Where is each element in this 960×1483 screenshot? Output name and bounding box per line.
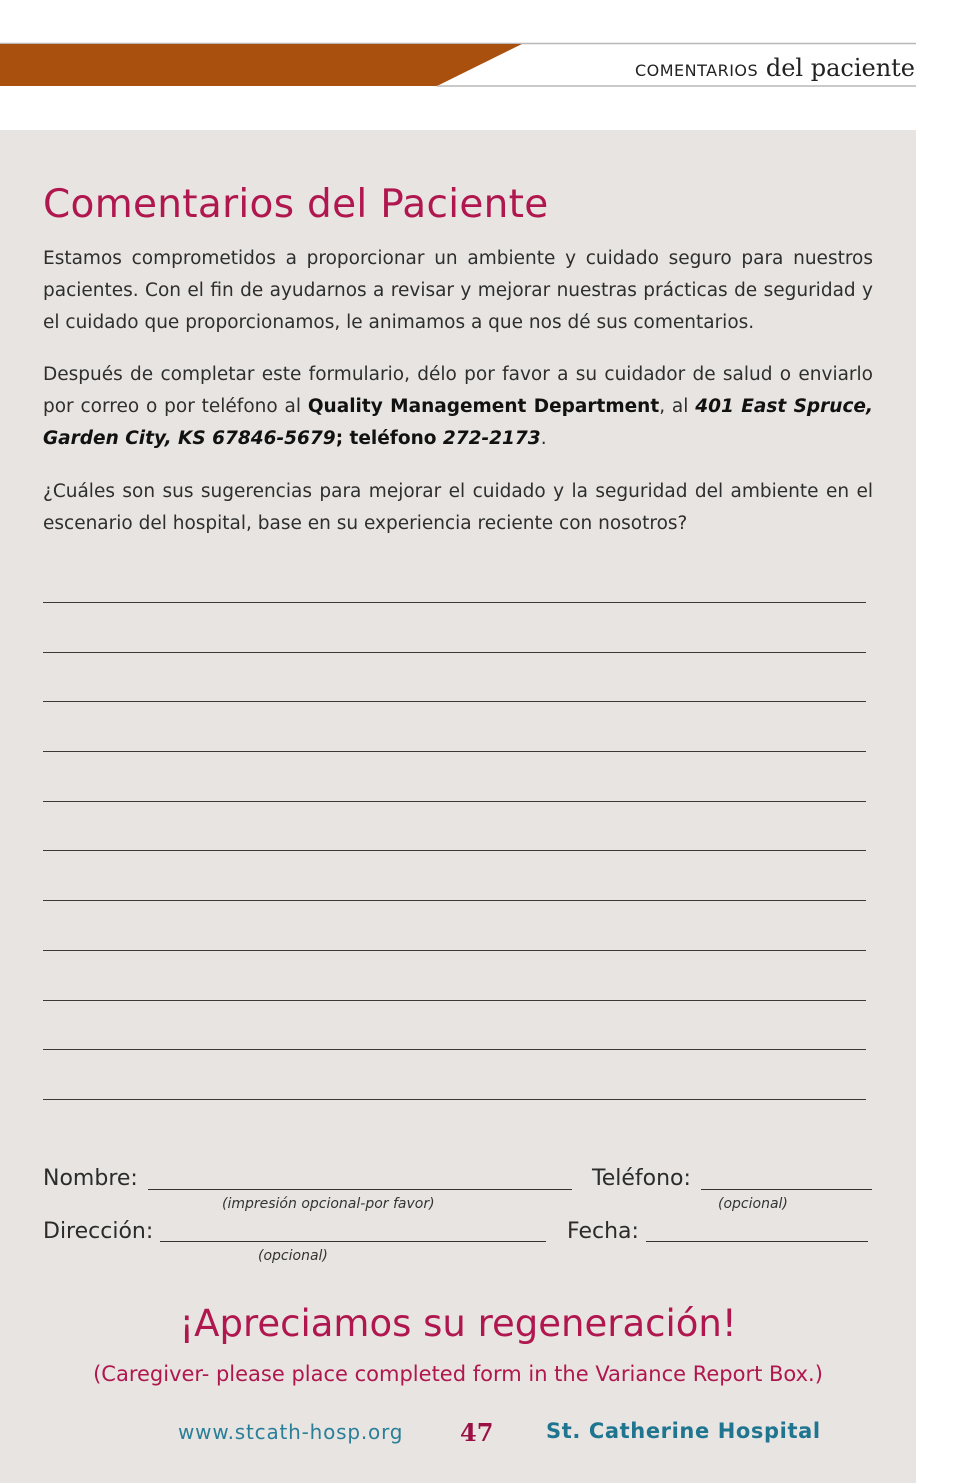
comment-lines[interactable] bbox=[43, 602, 866, 1149]
intro-paragraph: Estamos comprometidos a proporcionar un ambiente y cuidado seguro para nuestros pacientes. Con el fin de ayudarnos a revisar y mejorar nuestras prácticas de seguridad y el cuidado que proporcionamos, le animamos a que nos dé sus comentarios. bbox=[43, 248, 873, 333]
instructions-text-2: , al bbox=[659, 396, 696, 417]
department-name: Quality Management Department bbox=[307, 396, 660, 417]
comment-line[interactable] bbox=[43, 652, 866, 702]
mailing-address: 401 East Spruce, Garden City, KS 67846-5679 bbox=[43, 396, 873, 449]
instructions-paragraph bbox=[43, 359, 873, 455]
question-paragraph: ¿Cuáles son sus sugerencias para mejorar el cuidado y la seguridad del ambiente en el escenario del hospital, base en su experiencia reciente con nosotros? bbox=[43, 481, 873, 534]
comment-line[interactable] bbox=[43, 701, 866, 751]
instructions-text-3: ; teléfono bbox=[335, 428, 443, 449]
comment-line[interactable] bbox=[43, 950, 866, 1000]
thanks-heading: ¡Apreciamos su regeneración! bbox=[179, 1302, 737, 1345]
page-number: 47 bbox=[460, 1418, 494, 1447]
footer-website-link[interactable]: www.stcath-hosp.org bbox=[178, 1420, 404, 1444]
instructions-text-4: . bbox=[540, 428, 547, 449]
phone-number: 272-2173 bbox=[442, 428, 541, 449]
comment-line[interactable] bbox=[43, 751, 866, 801]
comment-line[interactable] bbox=[43, 1000, 866, 1050]
comment-line[interactable] bbox=[43, 1049, 866, 1099]
telefono-label: Teléfono: bbox=[592, 1166, 691, 1191]
running-header-caps: COMENTARIOS bbox=[634, 61, 759, 80]
running-header bbox=[635, 54, 915, 86]
direccion-field[interactable] bbox=[160, 1241, 546, 1242]
running-header-serif: del paciente bbox=[765, 54, 915, 82]
comment-line[interactable] bbox=[43, 850, 866, 900]
page-title: Comentarios del Paciente bbox=[43, 182, 549, 227]
fecha-label: Fecha: bbox=[567, 1219, 639, 1244]
nombre-label: Nombre: bbox=[43, 1166, 138, 1191]
fecha-field[interactable] bbox=[646, 1241, 868, 1242]
comment-line[interactable] bbox=[43, 602, 866, 652]
telefono-field[interactable] bbox=[701, 1189, 872, 1190]
nombre-hint: (impresión opcional-por favor) bbox=[222, 1196, 435, 1212]
footer-organization: St. Catherine Hospital bbox=[546, 1419, 821, 1443]
caregiver-note: (Caregiver- please place completed form in the Variance Report Box.) bbox=[93, 1362, 823, 1386]
direccion-label: Dirección: bbox=[43, 1219, 154, 1244]
direccion-hint: (opcional) bbox=[258, 1248, 328, 1264]
comment-line[interactable] bbox=[43, 1099, 866, 1149]
telefono-hint: (opcional) bbox=[718, 1196, 788, 1212]
instructions-text-1: Después de completar este formulario, délo por favor a su cuidador de salud o enviarlo por correo o por teléfono al bbox=[43, 364, 873, 417]
comment-line[interactable] bbox=[43, 801, 866, 851]
comment-line[interactable] bbox=[43, 900, 866, 950]
nombre-field[interactable] bbox=[148, 1189, 572, 1190]
